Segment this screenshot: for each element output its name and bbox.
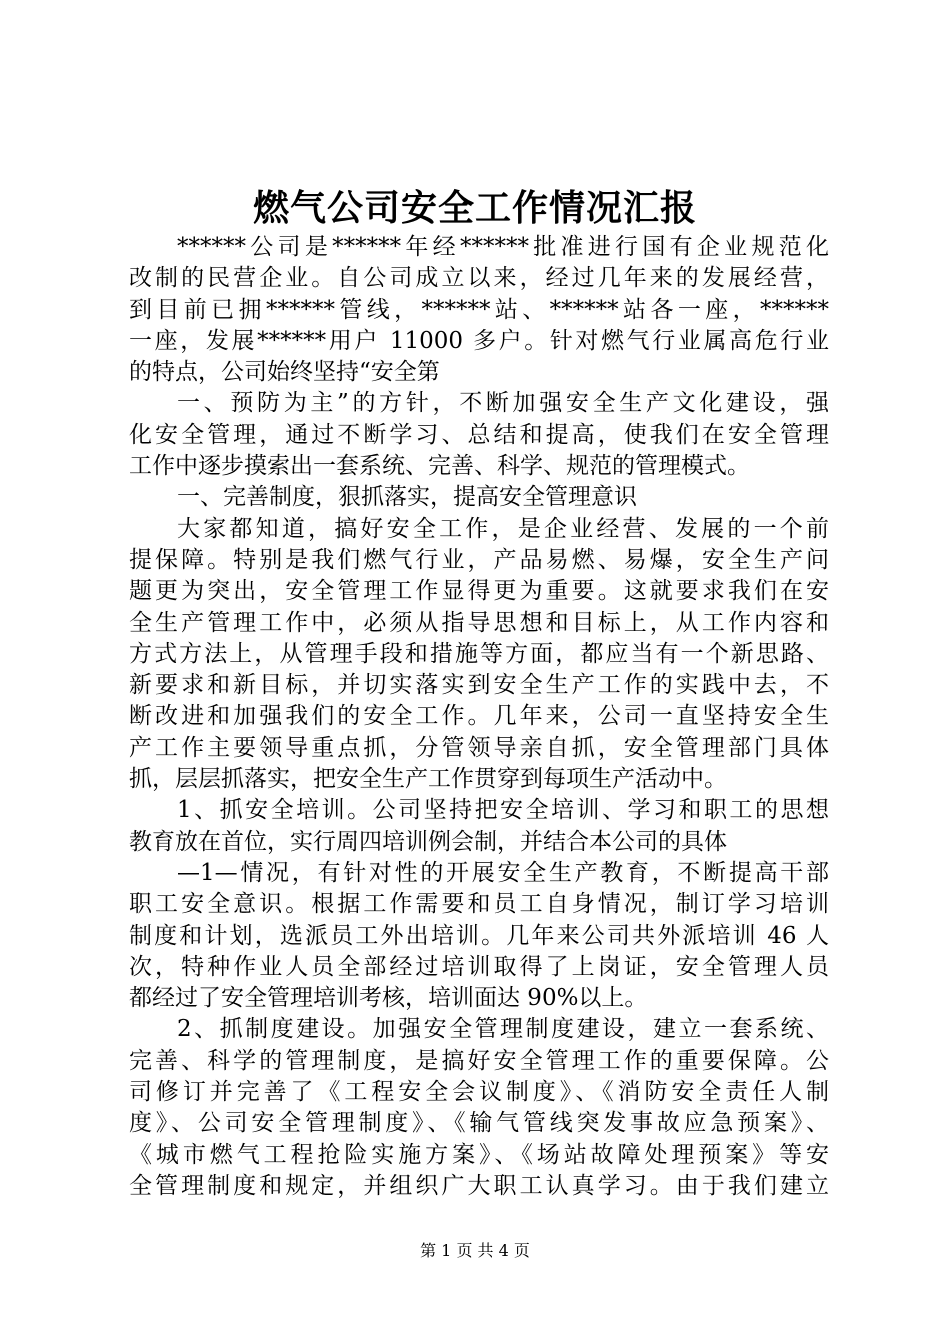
page-footer: 第 1 页 共 4 页: [420, 1241, 530, 1260]
text-line: 抓，层层抓落实，把安全生产工作贯穿到每项生产活动中。: [129, 766, 727, 793]
text-line: 一座，发展******用户 11000 多户。针对燃气行业属高危行业: [129, 327, 829, 354]
text-line: 次，特种作业人员全部经过培训取得了上岗证，安全管理人员: [129, 953, 829, 980]
text-line: 司修订并完善了《工程安全会议制度》、《消防安全责任人制: [129, 1079, 829, 1106]
text-line: 制度和计划，选派员工外出培训。几年来公司共外派培训 46 人: [129, 922, 829, 949]
text-line: 工作中逐步摸索出一套系统、完善、科学、规范的管理模式。: [129, 453, 750, 480]
text-line: 化安全管理，通过不断学习、总结和提高，使我们在安全管理: [129, 421, 829, 448]
text-line: 教育放在首位，实行周四培训例会制，并结合本公司的具体: [129, 828, 727, 855]
text-line: 到目前已拥******管线，******站、******站各一座，******: [129, 296, 829, 323]
text-line: 大家都知道，搞好安全工作，是企业经营、发展的一个前: [177, 515, 829, 542]
text-line: 一、完善制度，狠抓落实，提高安全管理意识: [177, 484, 637, 511]
text-line: ******公司是******年经******批准进行国有企业规范化: [177, 234, 829, 260]
text-line: 方式方法上，从管理手段和措施等方面，都应当有一个新思路、: [129, 640, 829, 667]
text-line: 都经过了安全管理培训考核，培训面达 90%以上。: [129, 985, 648, 1012]
text-line: 的特点，公司始终坚持“安全第: [129, 359, 440, 386]
text-line: 完善、科学的管理制度，是搞好安全管理工作的重要保障。公: [129, 1047, 829, 1074]
text-line: 职工安全意识。根据工作需要和员工自身情况，制订学习培训: [129, 891, 829, 918]
text-line: 新要求和新目标，并切实落实到安全生产工作的实践中去，不: [129, 672, 829, 699]
text-line: 1、抓安全培训。公司坚持把安全培训、学习和职工的思想: [177, 797, 829, 824]
text-line: 全生产管理工作中，必须从指导思想和目标上，从工作内容和: [129, 609, 829, 636]
text-line: 断改进和加强我们的安全工作。几年来，公司一直坚持安全生: [129, 703, 829, 730]
text-line: 一、预防为主”的方针，不断加强安全生产文化建设，强: [177, 390, 829, 417]
text-line: 全管理制度和规定，并组织广大职工认真学习。由于我们建立: [129, 1172, 829, 1199]
body-text: [129, 232, 829, 1202]
text-line: 产工作主要领导重点抓，分管领导亲自抓，安全管理部门具体: [129, 734, 829, 761]
text-line: 2、抓制度建设。加强安全管理制度建设，建立一套系统、: [177, 1016, 829, 1043]
text-line: 提保障。特别是我们燃气行业，产品易燃、易爆，安全生产问: [129, 546, 829, 573]
page-title: 燃气公司安全工作情况汇报: [252, 187, 697, 229]
text-line: 改制的民营企业。自公司成立以来，经过几年来的发展经营，: [129, 265, 829, 292]
text-line: 度》、公司安全管理制度》、《输气管线突发事故应急预案》、: [129, 1110, 829, 1137]
text-line: —1—情况，有针对性的开展安全生产教育，不断提高干部: [177, 859, 829, 886]
text-line: 题更为突出，安全管理工作显得更为重要。这就要求我们在安: [129, 578, 829, 605]
text-line: 《城市燃气工程抢险实施方案》、《场站故障处理预案》等安: [129, 1141, 829, 1168]
